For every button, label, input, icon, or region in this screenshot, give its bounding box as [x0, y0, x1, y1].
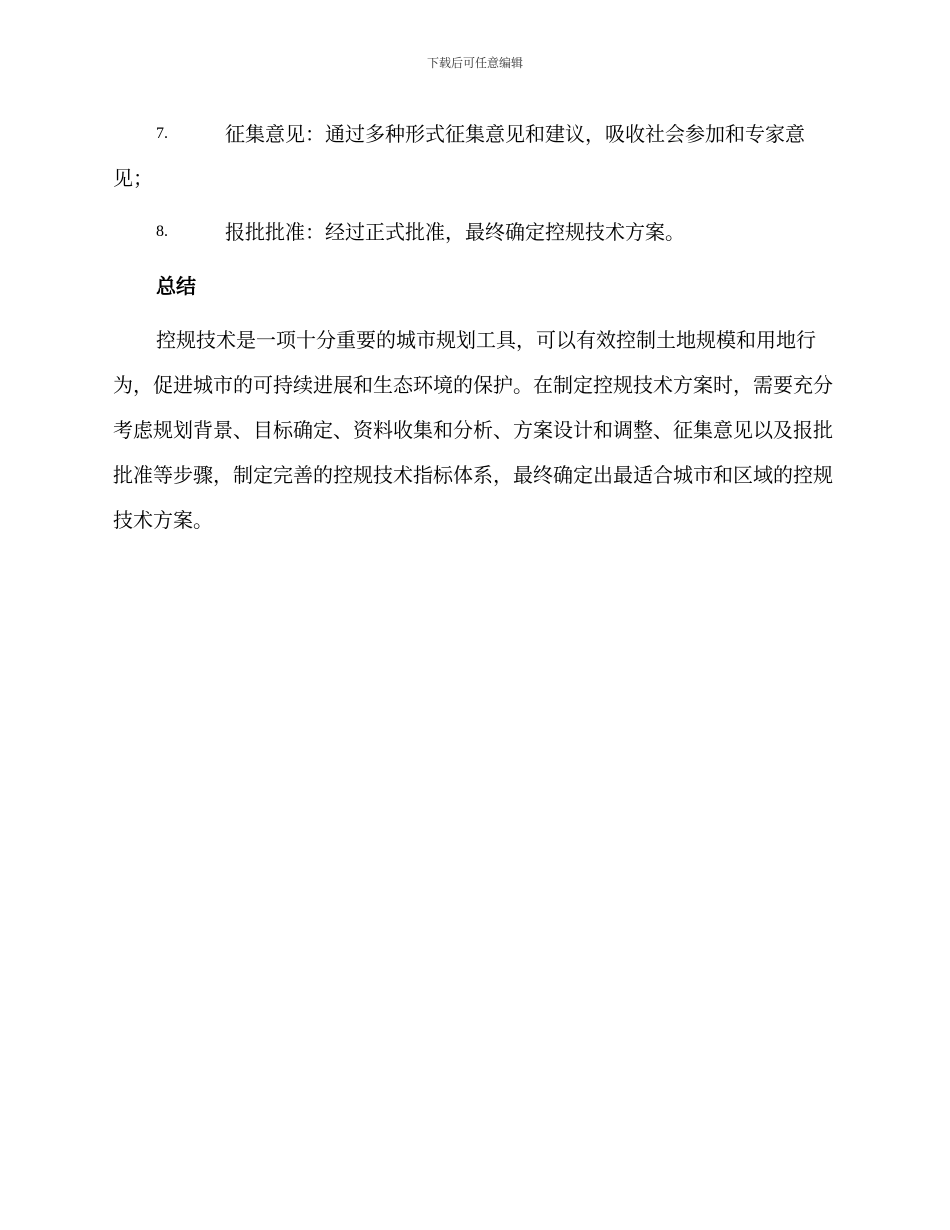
- document-body: [113, 112, 835, 543]
- list-number: 8.: [156, 223, 168, 240]
- page-header: 下载后可任意编辑: [426, 56, 523, 70]
- list-number: 7.: [156, 125, 168, 142]
- list-item-7: [113, 112, 835, 200]
- list-text: 征集意见：通过多种形式征集意见和建议，吸收社会参加和专家意见；: [113, 122, 805, 190]
- summary-paragraph: 控规技术是一项十分重要的城市规划工具，可以有效控制土地规模和用地行为，促进城市的可持续进展和生态环境的保护。在制定控规技术方案时，需要充分考虑规划背景、目标确定、资料收集和分析、方案设计和调整、征集意见以及报批批准等步骤，制定完善的控规技术指标体系，最终确定出最适合城市和区域的控规技术方案。: [113, 328, 833, 532]
- list-text: 报批批准：经过正式批准，最终确定控规技术方案。: [225, 220, 685, 244]
- summary-heading: 总结: [156, 274, 196, 298]
- list-item-8: [113, 210, 835, 254]
